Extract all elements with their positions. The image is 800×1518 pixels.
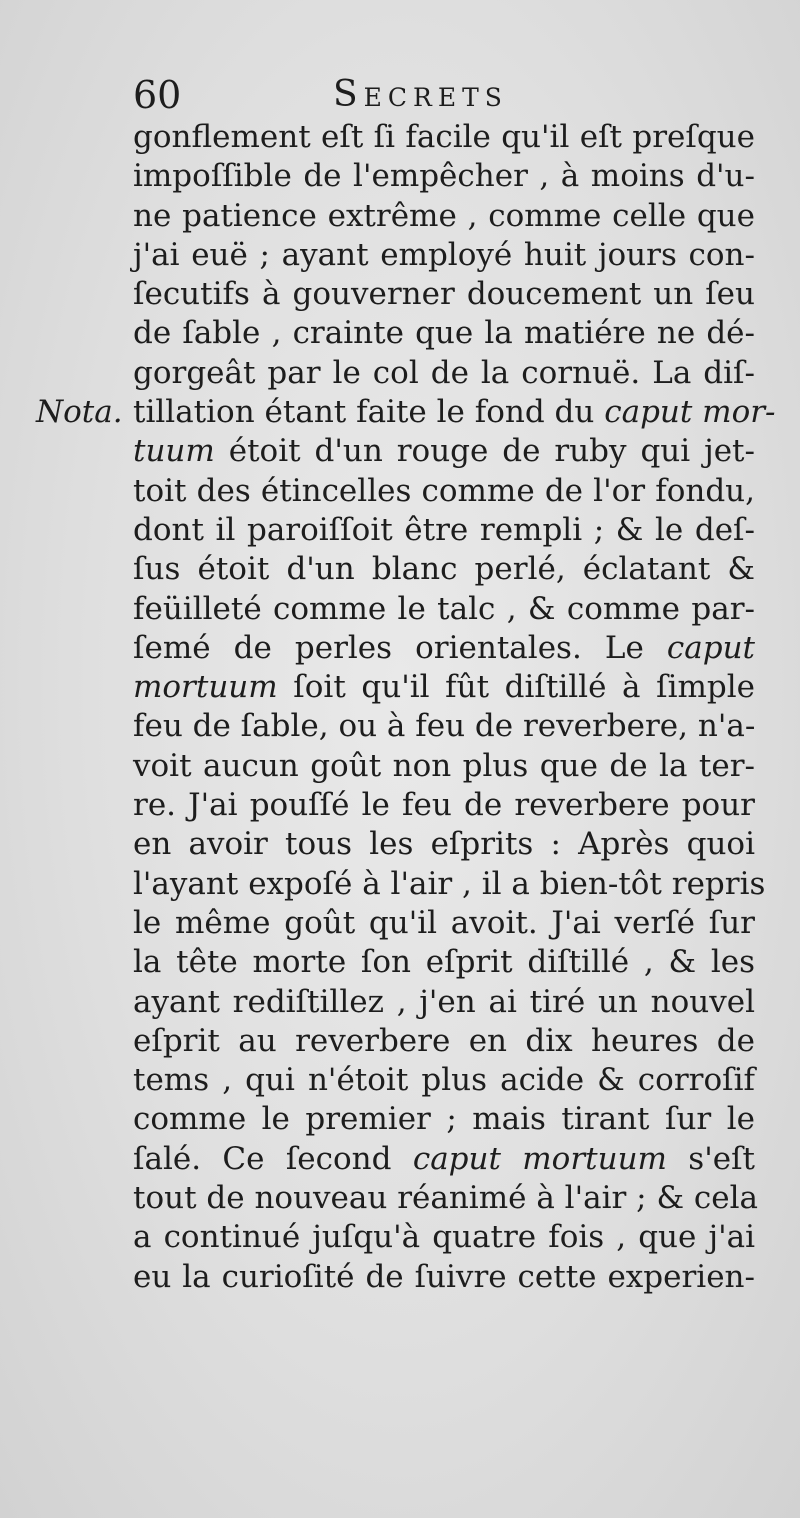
text-segment: gonflement eſt ſi facile qu'il eſt preſque <box>133 119 755 155</box>
text-segment: comme le premier ; mais tirant ſur le <box>133 1101 755 1138</box>
running-title: Secrets <box>333 74 508 115</box>
text-segment: ſemé de perles orientales. Le <box>133 629 667 666</box>
italic-term: mortuum <box>133 669 278 706</box>
text-segment: dont il paroiſſoit être rempli ; & le deſ- <box>133 511 755 548</box>
text-segment: j'ai euë ; ayant employé huit jours con- <box>133 236 755 273</box>
text-segment: en avoir tous les eſprits : Après quoi <box>133 826 755 863</box>
text-line <box>133 1061 755 1100</box>
text-line <box>133 1258 755 1297</box>
italic-term: tuum <box>133 433 215 470</box>
text-line <box>133 668 755 707</box>
text-line <box>133 707 755 746</box>
text-line <box>133 354 755 393</box>
text-line <box>133 983 755 1022</box>
text-line <box>133 275 755 314</box>
text-segment: ſalé. Ce ſecond <box>133 1140 413 1177</box>
text-line <box>133 1179 759 1218</box>
text-line <box>133 236 755 275</box>
text-segment: étoit d'un rouge de ruby qui jet- <box>214 433 755 470</box>
text-segment: eu la curioſité de ſuivre cette experien- <box>133 1258 755 1295</box>
italic-term: caput <box>666 629 755 666</box>
text-line <box>133 904 755 943</box>
text-segment: ſus étoit d'un blanc perlé, éclatant & <box>133 551 755 588</box>
text-line <box>133 747 755 786</box>
text-segment: ſoit qu'il fût diſtillé à ſimple <box>277 669 755 706</box>
text-line <box>133 472 755 511</box>
text-segment: feüilleté comme le talc , & comme par- <box>133 590 755 627</box>
text-segment: eſprit au reverbere en dix heures de <box>133 1022 755 1059</box>
text-line <box>133 197 755 236</box>
text-line <box>133 511 755 550</box>
text-line <box>133 393 776 432</box>
text-line <box>133 157 755 196</box>
text-line <box>133 1218 755 1257</box>
text-segment: gorgeât par le col de la cornuë. La diſ- <box>133 354 755 391</box>
text-segment: feu de ſable, ou à feu de reverbere, n'a- <box>133 708 756 745</box>
text-line <box>133 1022 755 1061</box>
text-segment: s'eſt <box>666 1140 756 1177</box>
text-line <box>133 314 755 353</box>
text-line <box>133 590 755 629</box>
text-segment: a continué juſqu'à quatre fois , que j'ai <box>133 1219 755 1256</box>
text-line <box>133 786 755 825</box>
text-segment: ne patience extrême , comme celle que <box>133 197 755 234</box>
text-segment: tillation étant faite le fond du <box>133 394 605 431</box>
text-segment: toit des étincelles comme de l'or fondu, <box>133 472 755 509</box>
text-segment: la tête morte ſon eſprit diſtillé , & les <box>133 944 755 981</box>
italic-term: caput mortuum <box>412 1140 667 1177</box>
text-line <box>133 1100 755 1139</box>
text-segment: le même goût qu'il avoit. J'ai verſé ſur <box>133 904 755 941</box>
text-segment: ayant rediſtillez , j'en ai tiré un nouvel <box>133 983 755 1020</box>
text-segment: de ſable , crainte que la matiére ne dé- <box>133 315 755 352</box>
text-line <box>133 1140 755 1179</box>
page-number: 60 <box>133 73 182 117</box>
text-segment: impoſſible de l'empêcher , à moins d'u- <box>133 158 755 195</box>
text-segment: voit aucun goût non plus que de la ter- <box>133 747 755 784</box>
text-segment: l'ayant expoſé à l'air , il a bien-tôt repris <box>133 865 766 902</box>
text-line <box>133 825 755 864</box>
text-segment: ſecutifs à gouverner doucement un ſeu <box>133 276 755 313</box>
text-segment: tout de nouveau réanimé à l'air ; & cela <box>133 1180 759 1217</box>
body-text <box>133 118 776 1297</box>
text-line <box>133 629 755 668</box>
italic-term: caput mor- <box>604 394 776 431</box>
text-segment: re. J'ai pouſſé le feu de reverbere pour <box>133 787 755 824</box>
page-header <box>133 70 753 120</box>
text-segment: tems , qui n'étoit plus acide & corroſif <box>133 1062 755 1099</box>
text-line <box>133 432 755 471</box>
text-line <box>133 550 755 589</box>
margin-note: Nota. <box>36 394 123 430</box>
text-line <box>133 865 766 904</box>
text-line <box>133 118 755 157</box>
text-line <box>133 943 755 982</box>
